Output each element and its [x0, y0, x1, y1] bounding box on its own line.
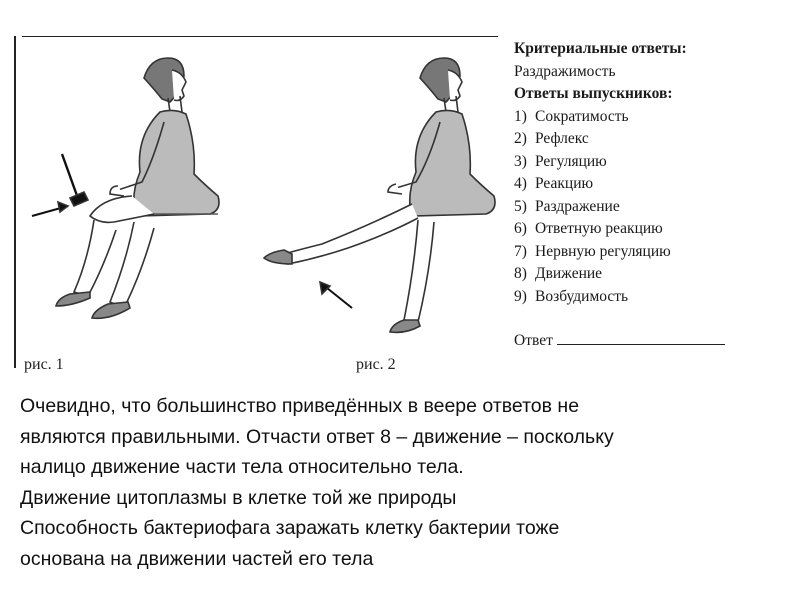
figure-2-caption: рис. 2	[356, 356, 396, 373]
list-item: 9) Возбудимость	[514, 287, 629, 305]
explanation-line: основана на движении частей его тела	[20, 547, 374, 570]
explanation-line: налицо движение части тела относительно тела.	[20, 456, 464, 478]
explanation-line: Очевидно, что большинство приведённых в веере ответов не	[20, 395, 580, 417]
explanation-line: Движение цитоплазмы в клетке той же природы	[20, 486, 457, 509]
list-item: 4) Реакцию	[514, 175, 594, 192]
answer-blank	[557, 330, 725, 345]
list-item: 7) Нервную регуляцию	[514, 242, 671, 260]
figure-2-seated-woman-leg-extended	[264, 58, 495, 332]
knee-reflex-illustration	[22, 36, 502, 366]
explanation-text	[20, 391, 790, 574]
list-item: 8) Движение	[514, 265, 603, 282]
fig2-dress	[410, 110, 495, 216]
answer-label: Ответ	[514, 332, 553, 349]
figure-frame-left	[14, 36, 16, 368]
figure-1-seated-woman-with-hammer	[32, 58, 219, 318]
criterion-answer: Раздражимость	[514, 62, 616, 80]
list-item: 2) Рефлекс	[514, 130, 589, 147]
fig1-dress	[134, 110, 219, 216]
explanation-line: Способность бактериофага заражать клетку бактерии тоже	[20, 517, 560, 539]
criteria-heading: Критериальные ответы:	[514, 40, 687, 57]
figure-1-caption: рис. 1	[24, 356, 64, 373]
answer-line	[514, 330, 794, 353]
graduates-heading: Ответы выпускников:	[514, 85, 673, 102]
list-item: 3) Регуляцию	[514, 152, 607, 170]
answers-panel	[514, 38, 794, 353]
list-item: 1) Сократимость	[514, 107, 629, 125]
graduate-answers-list	[514, 106, 794, 309]
list-item: 5) Раздражение	[514, 197, 620, 215]
list-item: 6) Ответную реакцию	[514, 220, 663, 237]
explanation-line: являются правильными. Отчасти ответ 8 – движение – поскольку	[20, 425, 614, 448]
